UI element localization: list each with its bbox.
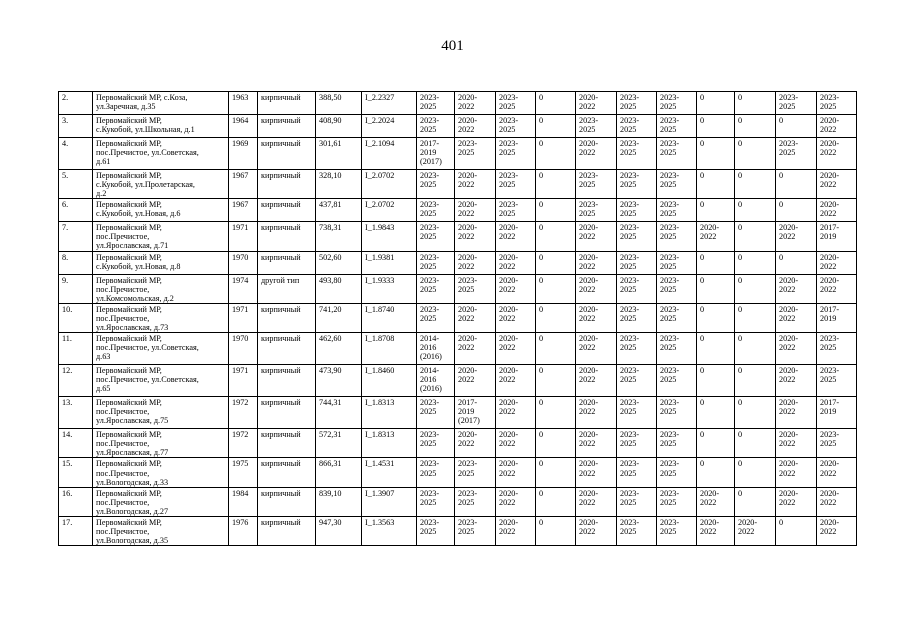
period-cell: 2023- 2025: [657, 251, 697, 274]
year-cell: 1971: [229, 222, 258, 251]
period-cell: 0: [697, 170, 735, 199]
address-cell: Первомайский МР, пос.Пречистое, ул.Вологодская, д.35: [93, 516, 229, 545]
period-cell: 2023- 2025: [657, 516, 697, 545]
row-number: 16.: [59, 487, 93, 516]
zero-cell: 0: [536, 92, 576, 115]
row-number: 5.: [59, 170, 93, 199]
period-cell: 2023- 2025: [817, 333, 857, 365]
row-number: 8.: [59, 251, 93, 274]
zero-cell: 0: [536, 333, 576, 365]
period-cell: 2020- 2022: [776, 274, 817, 303]
address-cell: Первомайский МР, пос.Пречистое, ул.Вологодская, д.33: [93, 458, 229, 487]
period-cell: 2023- 2025: [417, 458, 455, 487]
period-cell: 2020- 2022: [776, 458, 817, 487]
priority-index-cell: I_2.1094: [362, 138, 417, 170]
period-cell: 0: [735, 115, 776, 138]
period-cell: 0: [735, 222, 776, 251]
period-cell: 2023- 2025: [496, 170, 536, 199]
period-cell: 2020- 2022: [496, 333, 536, 365]
period-cell: 2023- 2025: [657, 397, 697, 429]
zero-cell: 0: [536, 274, 576, 303]
year-cell: 1969: [229, 138, 258, 170]
address-cell: Первомайский МР, пос.Пречистое, ул.Ярославская, д.75: [93, 397, 229, 429]
period-cell: 2023- 2025: [617, 333, 657, 365]
period-cell: 2023- 2025: [657, 138, 697, 170]
period-cell: 2020- 2022: [455, 115, 496, 138]
period-cell: 2020- 2022: [496, 274, 536, 303]
period-cell: 2020- 2022: [496, 516, 536, 545]
period-cell: 2020- 2022: [576, 92, 617, 115]
priority-index-cell: I_2.2024: [362, 115, 417, 138]
priority-index-cell: I_1.9843: [362, 222, 417, 251]
period-cell: 2020- 2022: [576, 251, 617, 274]
period-cell: 2017- 2019: [817, 303, 857, 332]
priority-index-cell: I_2.0702: [362, 199, 417, 222]
area-cell: 301,61: [316, 138, 362, 170]
zero-cell: 0: [536, 138, 576, 170]
row-number: 3.: [59, 115, 93, 138]
period-cell: 2020- 2022: [455, 251, 496, 274]
row-number: 12.: [59, 365, 93, 397]
area-cell: 744,31: [316, 397, 362, 429]
period-cell: 2020- 2022: [817, 251, 857, 274]
period-cell: 2023- 2025: [817, 92, 857, 115]
period-cell: 2020- 2022: [576, 516, 617, 545]
period-cell: 2020- 2022: [455, 429, 496, 458]
zero-cell: 0: [536, 303, 576, 332]
period-cell: 2023- 2025: [617, 199, 657, 222]
zero-cell: 0: [536, 170, 576, 199]
area-cell: 839,10: [316, 487, 362, 516]
area-cell: 572,31: [316, 429, 362, 458]
period-cell: 2023- 2025: [455, 458, 496, 487]
address-cell: Первомайский МР, пос.Пречистое, ул.Советская, д.61: [93, 138, 229, 170]
period-cell: 2014- 2016 (2016): [417, 365, 455, 397]
table-row: [59, 138, 857, 170]
row-number: 17.: [59, 516, 93, 545]
period-cell: 0: [697, 458, 735, 487]
period-cell: 2023- 2025: [417, 222, 455, 251]
address-cell: Первомайский МР, с.Коза, ул.Заречная, д.35: [93, 92, 229, 115]
row-number: 4.: [59, 138, 93, 170]
period-cell: 2023- 2025: [617, 251, 657, 274]
period-cell: 2023- 2025: [417, 429, 455, 458]
address-cell: Первомайский МР, пос.Пречистое, ул.Ярославская, д.77: [93, 429, 229, 458]
table-row: [59, 487, 857, 516]
table-row: [59, 222, 857, 251]
period-cell: 2023- 2025: [657, 274, 697, 303]
period-cell: 2020- 2022: [496, 429, 536, 458]
period-cell: 2020- 2022: [576, 333, 617, 365]
period-cell: 2020- 2022: [496, 458, 536, 487]
year-cell: 1963: [229, 92, 258, 115]
period-cell: 0: [735, 274, 776, 303]
period-cell: 2023- 2025: [617, 222, 657, 251]
area-cell: 408,90: [316, 115, 362, 138]
table-row: [59, 199, 857, 222]
period-cell: 2023- 2025: [617, 458, 657, 487]
period-cell: 2020- 2022: [455, 222, 496, 251]
period-cell: 2020- 2022: [776, 222, 817, 251]
wall-material-cell: кирпичный: [258, 516, 316, 545]
priority-index-cell: I_1.8740: [362, 303, 417, 332]
wall-material-cell: кирпичный: [258, 92, 316, 115]
period-cell: 2023- 2025: [417, 170, 455, 199]
period-cell: 2023- 2025: [455, 274, 496, 303]
year-cell: 1984: [229, 487, 258, 516]
year-cell: 1971: [229, 303, 258, 332]
wall-material-cell: кирпичный: [258, 138, 316, 170]
table-row: [59, 303, 857, 332]
priority-index-cell: I_1.8460: [362, 365, 417, 397]
period-cell: 2017- 2019: [817, 397, 857, 429]
period-cell: 2020- 2022: [496, 251, 536, 274]
period-cell: 2023- 2025: [657, 303, 697, 332]
period-cell: 2023- 2025: [417, 199, 455, 222]
table-row: [59, 365, 857, 397]
priority-index-cell: I_1.8313: [362, 397, 417, 429]
period-cell: 2023- 2025: [776, 92, 817, 115]
row-number: 2.: [59, 92, 93, 115]
period-cell: 0: [735, 365, 776, 397]
period-cell: 0: [776, 115, 817, 138]
period-cell: 2023- 2025: [455, 516, 496, 545]
period-cell: 2020- 2022: [817, 274, 857, 303]
period-cell: 0: [735, 303, 776, 332]
year-cell: 1964: [229, 115, 258, 138]
priority-index-cell: I_1.4531: [362, 458, 417, 487]
period-cell: 2023- 2025: [657, 170, 697, 199]
period-cell: 2020- 2022: [776, 333, 817, 365]
period-cell: 2023- 2025: [657, 458, 697, 487]
period-cell: 2023- 2025: [417, 516, 455, 545]
period-cell: 2017- 2019: [817, 222, 857, 251]
area-cell: 473,90: [316, 365, 362, 397]
period-cell: 2020- 2022: [455, 170, 496, 199]
period-cell: 2023- 2025: [617, 516, 657, 545]
period-cell: 0: [697, 115, 735, 138]
period-cell: 2020- 2022: [817, 458, 857, 487]
period-cell: 0: [735, 397, 776, 429]
period-cell: 2023- 2025: [417, 487, 455, 516]
area-cell: 738,31: [316, 222, 362, 251]
address-cell: Первомайский МР, пос.Пречистое, ул.Ярославская, д.73: [93, 303, 229, 332]
period-cell: 2020- 2022: [817, 138, 857, 170]
period-cell: 2020- 2022: [576, 429, 617, 458]
period-cell: 0: [697, 333, 735, 365]
table-row: [59, 516, 857, 545]
priority-index-cell: I_1.9333: [362, 274, 417, 303]
page-number: 401: [441, 38, 464, 54]
address-cell: Первомайский МР, пос.Пречистое, ул.Советская, д.65: [93, 365, 229, 397]
period-cell: 2023- 2025: [576, 199, 617, 222]
year-cell: 1974: [229, 274, 258, 303]
period-cell: 2020- 2022: [496, 303, 536, 332]
address-cell: Первомайский МР, с.Кукобой, ул.Пролетарская, д.2: [93, 170, 229, 199]
priority-index-cell: I_1.3907: [362, 487, 417, 516]
row-number: 7.: [59, 222, 93, 251]
period-cell: 0: [776, 170, 817, 199]
period-cell: 2023- 2025: [496, 138, 536, 170]
period-cell: 2023- 2025: [817, 429, 857, 458]
period-cell: 2020- 2022: [576, 138, 617, 170]
wall-material-cell: кирпичный: [258, 397, 316, 429]
table-row: [59, 274, 857, 303]
zero-cell: 0: [536, 115, 576, 138]
period-cell: 2020- 2022: [735, 516, 776, 545]
period-cell: 2023- 2025: [657, 487, 697, 516]
address-cell: Первомайский МР, пос.Пречистое, ул.Ярославская, д.71: [93, 222, 229, 251]
priority-index-cell: I_1.8708: [362, 333, 417, 365]
period-cell: 2020- 2022: [576, 458, 617, 487]
year-cell: 1967: [229, 170, 258, 199]
period-cell: 2020- 2022: [496, 222, 536, 251]
period-cell: 2020- 2022: [576, 365, 617, 397]
row-number: 14.: [59, 429, 93, 458]
period-cell: 2023- 2025: [657, 115, 697, 138]
year-cell: 1975: [229, 458, 258, 487]
wall-material-cell: кирпичный: [258, 222, 316, 251]
zero-cell: 0: [536, 365, 576, 397]
period-cell: 2023- 2025: [417, 397, 455, 429]
wall-material-cell: кирпичный: [258, 303, 316, 332]
area-cell: 437,81: [316, 199, 362, 222]
period-cell: 0: [735, 251, 776, 274]
period-cell: 0: [735, 199, 776, 222]
table-row: [59, 170, 857, 199]
period-cell: 2023- 2025: [617, 170, 657, 199]
period-cell: 0: [735, 92, 776, 115]
period-cell: 2020- 2022: [776, 397, 817, 429]
address-cell: Первомайский МР, пос.Пречистое, ул.Комсомольская, д.2: [93, 274, 229, 303]
table-row: [59, 429, 857, 458]
table-row: [59, 397, 857, 429]
row-number: 6.: [59, 199, 93, 222]
wall-material-cell: кирпичный: [258, 333, 316, 365]
period-cell: 0: [776, 251, 817, 274]
wall-material-cell: другой тип: [258, 274, 316, 303]
period-cell: 2020- 2022: [455, 333, 496, 365]
period-cell: 2020- 2022: [496, 365, 536, 397]
period-cell: 2020- 2022: [455, 92, 496, 115]
period-cell: 2023- 2025: [576, 170, 617, 199]
zero-cell: 0: [536, 458, 576, 487]
period-cell: 2023- 2025: [455, 487, 496, 516]
period-cell: 2023- 2025: [617, 487, 657, 516]
table-body: [59, 92, 857, 546]
table-row: [59, 115, 857, 138]
period-cell: 2020- 2022: [776, 487, 817, 516]
period-cell: 2023- 2025: [417, 115, 455, 138]
period-cell: 0: [697, 138, 735, 170]
period-cell: 2023- 2025: [657, 92, 697, 115]
period-cell: 2020- 2022: [455, 199, 496, 222]
period-cell: 2020- 2022: [576, 274, 617, 303]
area-cell: 328,10: [316, 170, 362, 199]
wall-material-cell: кирпичный: [258, 429, 316, 458]
period-cell: 0: [735, 458, 776, 487]
period-cell: 0: [735, 138, 776, 170]
zero-cell: 0: [536, 397, 576, 429]
period-cell: 2023- 2025: [417, 251, 455, 274]
zero-cell: 0: [536, 516, 576, 545]
period-cell: 0: [697, 251, 735, 274]
area-cell: 866,31: [316, 458, 362, 487]
period-cell: 2023- 2025: [617, 429, 657, 458]
area-cell: 462,60: [316, 333, 362, 365]
year-cell: 1976: [229, 516, 258, 545]
period-cell: 0: [697, 397, 735, 429]
period-cell: 2023- 2025: [817, 365, 857, 397]
year-cell: 1972: [229, 429, 258, 458]
table-row: [59, 458, 857, 487]
area-cell: 947,30: [316, 516, 362, 545]
period-cell: 0: [776, 199, 817, 222]
wall-material-cell: кирпичный: [258, 487, 316, 516]
period-cell: 2023- 2025: [657, 429, 697, 458]
period-cell: 0: [735, 333, 776, 365]
period-cell: 2023- 2025: [657, 222, 697, 251]
wall-material-cell: кирпичный: [258, 199, 316, 222]
period-cell: 2020- 2022: [697, 487, 735, 516]
period-cell: 2020- 2022: [576, 303, 617, 332]
period-cell: 2023- 2025: [496, 199, 536, 222]
row-number: 9.: [59, 274, 93, 303]
period-cell: 0: [697, 92, 735, 115]
period-cell: 2023- 2025: [576, 115, 617, 138]
period-cell: 2020- 2022: [576, 222, 617, 251]
period-cell: 0: [735, 487, 776, 516]
period-cell: 2023- 2025: [617, 397, 657, 429]
wall-material-cell: кирпичный: [258, 170, 316, 199]
table-row: [59, 251, 857, 274]
period-cell: 2020- 2022: [817, 115, 857, 138]
period-cell: 0: [735, 429, 776, 458]
period-cell: 2023- 2025: [776, 138, 817, 170]
zero-cell: 0: [536, 222, 576, 251]
period-cell: 0: [697, 429, 735, 458]
area-cell: 493,80: [316, 274, 362, 303]
period-cell: 2020- 2022: [496, 397, 536, 429]
period-cell: 2020- 2022: [817, 170, 857, 199]
period-cell: 2020- 2022: [817, 199, 857, 222]
period-cell: 2023- 2025: [417, 92, 455, 115]
year-cell: 1971: [229, 365, 258, 397]
wall-material-cell: кирпичный: [258, 115, 316, 138]
period-cell: 2020- 2022: [776, 303, 817, 332]
year-cell: 1967: [229, 199, 258, 222]
period-cell: 2020- 2022: [817, 487, 857, 516]
zero-cell: 0: [536, 429, 576, 458]
period-cell: 2023- 2025: [657, 333, 697, 365]
wall-material-cell: кирпичный: [258, 251, 316, 274]
period-cell: 0: [697, 199, 735, 222]
period-cell: 0: [697, 365, 735, 397]
period-cell: 2017- 2019 (2017): [417, 138, 455, 170]
period-cell: 2020- 2022: [697, 222, 735, 251]
year-cell: 1972: [229, 397, 258, 429]
priority-index-cell: I_1.9381: [362, 251, 417, 274]
period-cell: 2020- 2022: [455, 365, 496, 397]
period-cell: 2023- 2025: [617, 92, 657, 115]
period-cell: 2020- 2022: [776, 429, 817, 458]
area-cell: 388,50: [316, 92, 362, 115]
period-cell: 2020- 2022: [697, 516, 735, 545]
period-cell: 2023- 2025: [496, 115, 536, 138]
row-number: 10.: [59, 303, 93, 332]
zero-cell: 0: [536, 487, 576, 516]
period-cell: 2020- 2022: [455, 303, 496, 332]
period-cell: 2023- 2025: [617, 138, 657, 170]
period-cell: 0: [776, 516, 817, 545]
wall-material-cell: кирпичный: [258, 365, 316, 397]
zero-cell: 0: [536, 199, 576, 222]
period-cell: 2014- 2016 (2016): [417, 333, 455, 365]
period-cell: 2017- 2019 (2017): [455, 397, 496, 429]
priority-index-cell: I_1.3563: [362, 516, 417, 545]
address-cell: Первомайский МР, с.Кукобой, ул.Школьная, д.1: [93, 115, 229, 138]
period-cell: 2023- 2025: [617, 274, 657, 303]
address-cell: Первомайский МР, пос.Пречистое, ул.Вологодская, д.27: [93, 487, 229, 516]
address-cell: Первомайский МР, пос.Пречистое, ул.Советская, д.63: [93, 333, 229, 365]
period-cell: 2023- 2025: [417, 303, 455, 332]
period-cell: 2020- 2022: [817, 516, 857, 545]
period-cell: 2023- 2025: [617, 115, 657, 138]
priority-index-cell: I_2.2327: [362, 92, 417, 115]
period-cell: 2023- 2025: [617, 303, 657, 332]
row-number: 11.: [59, 333, 93, 365]
priority-index-cell: I_2.0702: [362, 170, 417, 199]
period-cell: 2023- 2025: [657, 365, 697, 397]
housing-register-table: [58, 91, 857, 546]
year-cell: 1970: [229, 251, 258, 274]
period-cell: 0: [735, 170, 776, 199]
period-cell: 2020- 2022: [576, 487, 617, 516]
period-cell: 2020- 2022: [576, 397, 617, 429]
zero-cell: 0: [536, 251, 576, 274]
area-cell: 502,60: [316, 251, 362, 274]
period-cell: 2023- 2025: [496, 92, 536, 115]
row-number: 15.: [59, 458, 93, 487]
period-cell: 2023- 2025: [455, 138, 496, 170]
period-cell: 2023- 2025: [417, 274, 455, 303]
area-cell: 741,20: [316, 303, 362, 332]
wall-material-cell: кирпичный: [258, 458, 316, 487]
period-cell: 0: [697, 274, 735, 303]
period-cell: 0: [697, 303, 735, 332]
year-cell: 1970: [229, 333, 258, 365]
table-row: [59, 92, 857, 115]
period-cell: 2020- 2022: [776, 365, 817, 397]
period-cell: 2020- 2022: [496, 487, 536, 516]
address-cell: Первомайский МР, с.Кукобой, ул.Новая, д.8: [93, 251, 229, 274]
table-row: [59, 333, 857, 365]
row-number: 13.: [59, 397, 93, 429]
period-cell: 2023- 2025: [617, 365, 657, 397]
priority-index-cell: I_1.8313: [362, 429, 417, 458]
period-cell: 2023- 2025: [657, 199, 697, 222]
address-cell: Первомайский МР, с.Кукобой, ул.Новая, д.6: [93, 199, 229, 222]
